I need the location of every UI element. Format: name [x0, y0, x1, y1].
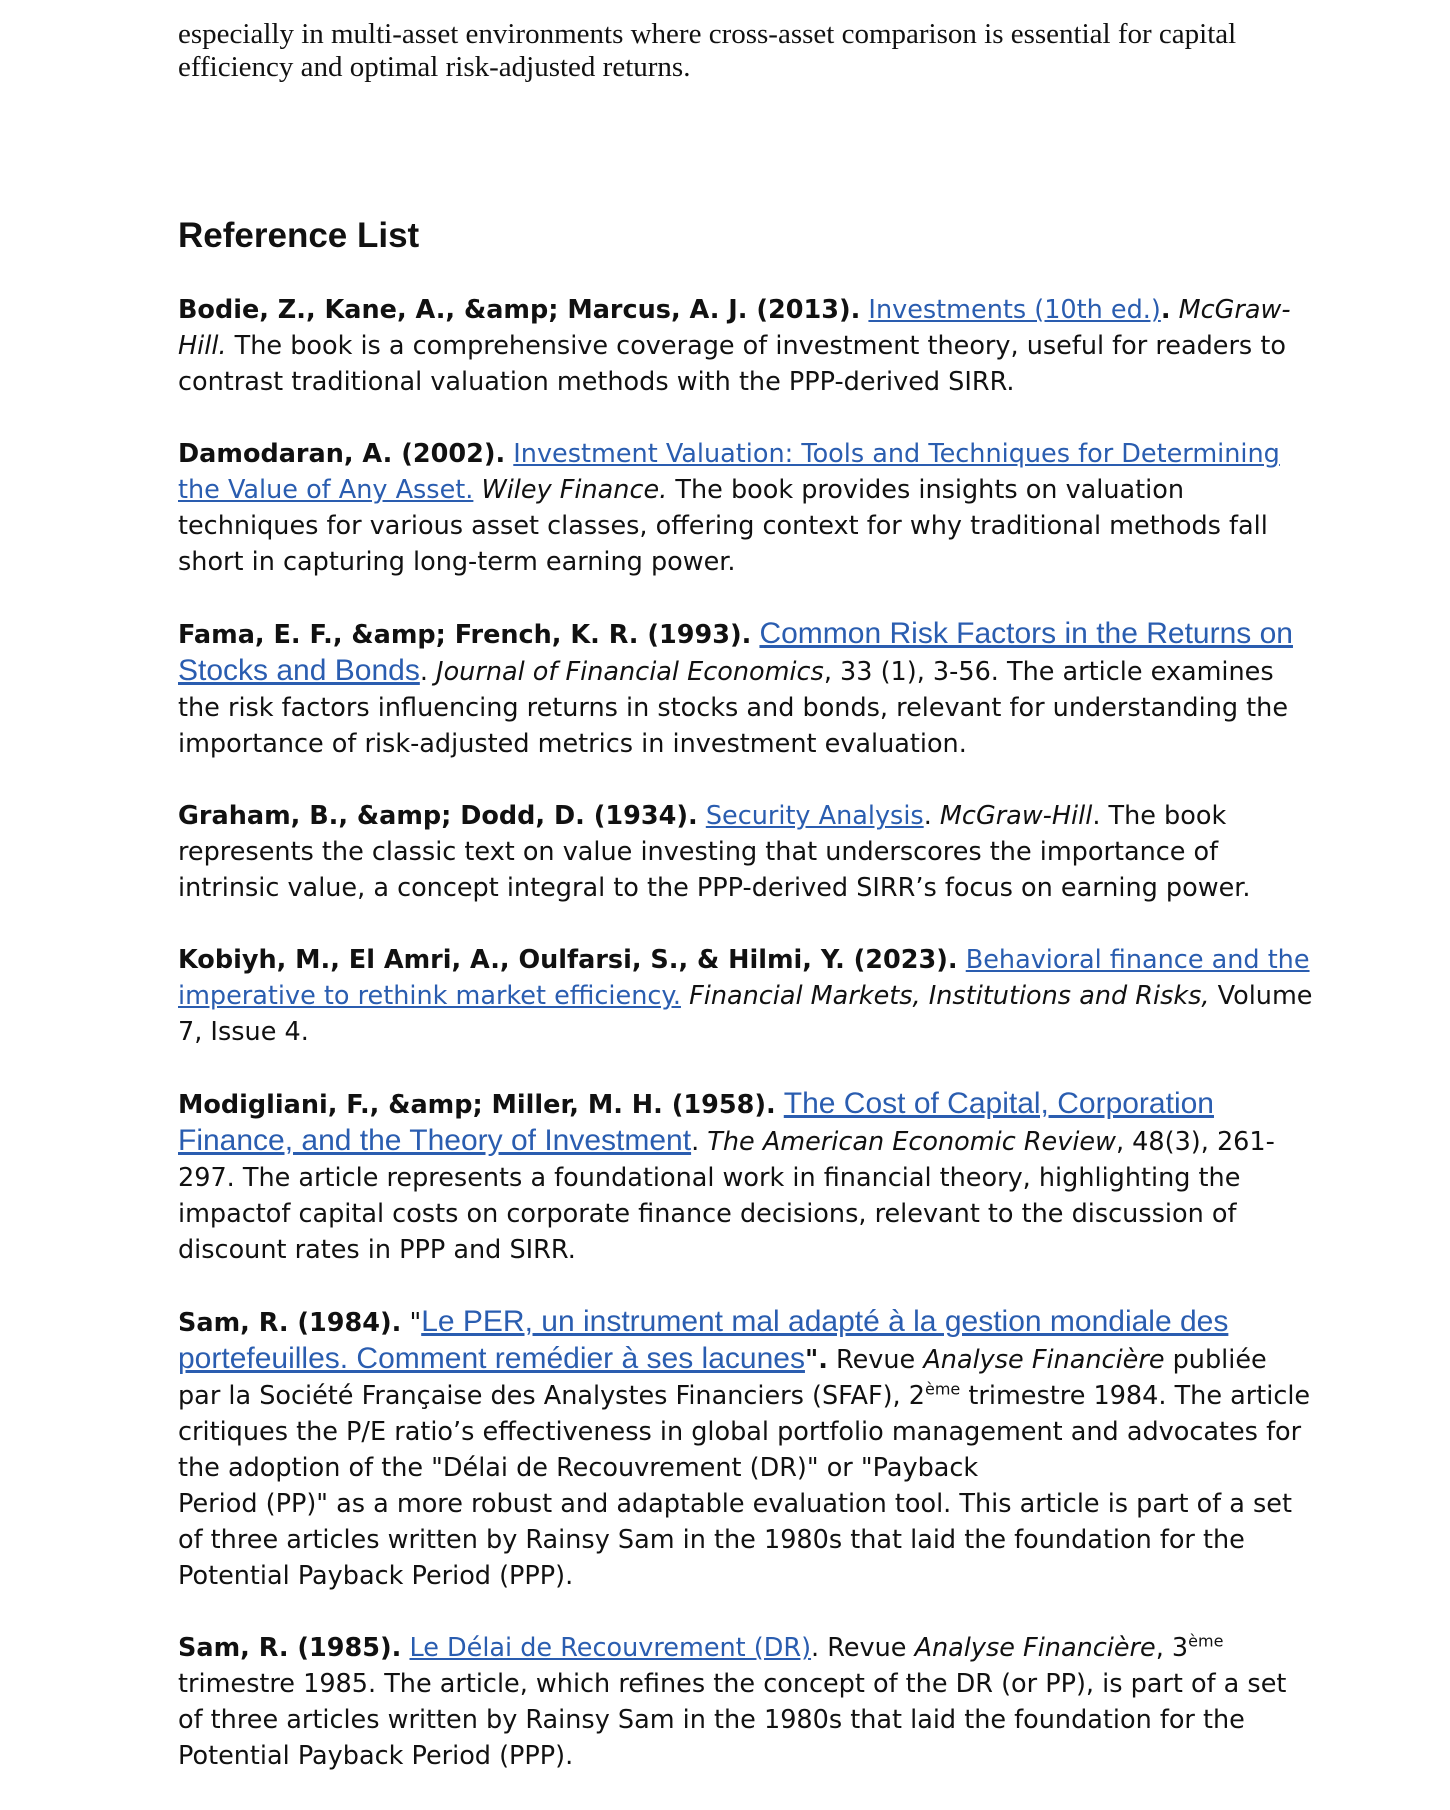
- ref-revue: Revue: [827, 1633, 907, 1663]
- ref-description: , 48(3), 261-297. The article represents a foundational work in financial theory, highlighting the impactof capital costs on corporate finance decisions, relevant to the discussion of discount rates in PPP and SIRR.: [178, 1127, 1275, 1265]
- ref-description: , 3: [1155, 1633, 1189, 1663]
- ref-superscript: ème: [1188, 1631, 1224, 1651]
- ref-authors: Kobiyh, M., El Amri, A., Oulfarsi, S., & Hilmi, Y. (2023).: [178, 945, 958, 975]
- ref-link[interactable]: Investments (10th ed.): [868, 295, 1161, 325]
- intro-paragraph: [178, 18, 1313, 84]
- reference-entry: [178, 292, 1313, 400]
- reference-entry: [178, 942, 1313, 1050]
- ref-description: Volume 7, Issue 4.: [178, 981, 1313, 1047]
- ref-journal: Analyse Financière: [914, 1633, 1156, 1663]
- ref-description: trimestre 1985. The article, which refines the concept of the DR (or PP), is part of a set of three articles written by Rainsy Sam in the 1980s that laid the foundation for the Potential Payback Period (PPP).: [178, 1669, 1287, 1771]
- reference-list: [178, 292, 1313, 1810]
- intro-line-1: especially in multi-asset environments where cross-asset comparison is essential for capital: [178, 18, 1237, 50]
- ref-description: , 33 (1), 3-56. The article examines the risk factors influencing returns in stocks and bonds, relevant for understanding the importance of risk-adjusted metrics in investment evaluation.: [178, 657, 1289, 759]
- reference-entry: [178, 1304, 1313, 1594]
- ref-link[interactable]: Investment Valuation: Tools and Techniques for Determining the Value of Any Asset.: [178, 439, 1280, 505]
- ref-description: Period (PP)" as a more robust and adaptable evaluation tool. This article is part of a set of three articles written by Rainsy Sam in the 1980s that laid the foundation for the Potential Payback Period (PPP).: [178, 1489, 1292, 1591]
- ref-quote: ".: [804, 1345, 828, 1375]
- ref-journal: Journal of Financial Economics: [436, 657, 824, 687]
- ref-publisher: Wiley Finance.: [481, 475, 668, 505]
- ref-punct: .: [1160, 295, 1171, 325]
- ref-description: The book provides insights on valuation techniques for various asset classes, offering context for why traditional methods fall short in capturing long-term earning power.: [178, 475, 1268, 577]
- ref-link[interactable]: Behavioral finance and the imperative to rethink market efficiency.: [178, 945, 1310, 1011]
- ref-authors: Sam, R. (1984).: [178, 1308, 402, 1338]
- reference-entry: [178, 1086, 1313, 1268]
- ref-authors: Damodaran, A. (2002).: [178, 439, 506, 469]
- ref-journal: Analyse Financière: [923, 1345, 1165, 1375]
- ref-publisher: McGraw-Hill.: [178, 295, 1291, 361]
- ref-authors: Bodie, Z., Kane, A., &amp; Marcus, A. J. (2013).: [178, 295, 861, 325]
- ref-journal: Financial Markets, Institutions and Risks,: [689, 981, 1210, 1011]
- ref-authors: Modigliani, F., &amp; Miller, M. H. (1958).: [178, 1090, 776, 1120]
- ref-description: The book is a comprehensive coverage of investment theory, useful for readers to contrast traditional valuation methods with the PPP-derived SIRR.: [178, 331, 1286, 397]
- ref-punct: .: [419, 657, 428, 687]
- intro-line-2: efficiency and optimal risk-adjusted returns.: [178, 51, 691, 83]
- ref-link[interactable]: The Cost of Capital, Corporation Finance, and the Theory of Investment: [178, 1087, 1214, 1157]
- ref-quote: ": [409, 1308, 422, 1338]
- ref-link[interactable]: Le Délai de Recouvrement (DR): [409, 1633, 812, 1663]
- ref-link[interactable]: Security Analysis: [705, 801, 924, 831]
- ref-revue: Revue: [836, 1345, 916, 1375]
- ref-authors: Fama, E. F., &amp; French, K. R. (1993).: [178, 620, 752, 650]
- reference-list-heading: Reference List: [178, 216, 420, 255]
- ref-punct: .: [923, 801, 932, 831]
- ref-superscript: ème: [925, 1379, 961, 1399]
- ref-link[interactable]: Common Risk Factors in the Returns on Stocks and Bonds: [178, 617, 1293, 687]
- ref-description: . The book represents the classic text on value investing that underscores the importance of intrinsic value, a concept integral to the PPP-derived SIRR’s focus on earning power.: [178, 801, 1251, 903]
- ref-description: publiée par la Société Française des Analystes Financiers (SFAF), 2: [178, 1345, 1267, 1411]
- ref-authors: Graham, B., &amp; Dodd, D. (1934).: [178, 801, 698, 831]
- reference-entry: [178, 1630, 1313, 1774]
- ref-authors: Sam, R. (1985).: [178, 1633, 402, 1663]
- ref-publisher: McGraw-Hill: [939, 801, 1093, 831]
- ref-punct: .: [691, 1127, 700, 1157]
- ref-description: trimestre 1984. The article critiques the P/E ratio’s effectiveness in global portfolio management and advocates for the adoption of the "Délai de Recouvrement (DR)" or "Payback: [178, 1381, 1311, 1483]
- ref-journal: The American Economic Review: [707, 1127, 1116, 1157]
- document-page: [178, 0, 1313, 1771]
- ref-punct: .: [811, 1633, 820, 1663]
- reference-entry: [178, 436, 1313, 580]
- reference-entry: [178, 798, 1313, 906]
- ref-link[interactable]: Le PER, un instrument mal adapté à la gestion mondiale des portefeuilles. Comment remédier à ses lacunes: [178, 1305, 1229, 1375]
- reference-entry: [178, 616, 1313, 762]
